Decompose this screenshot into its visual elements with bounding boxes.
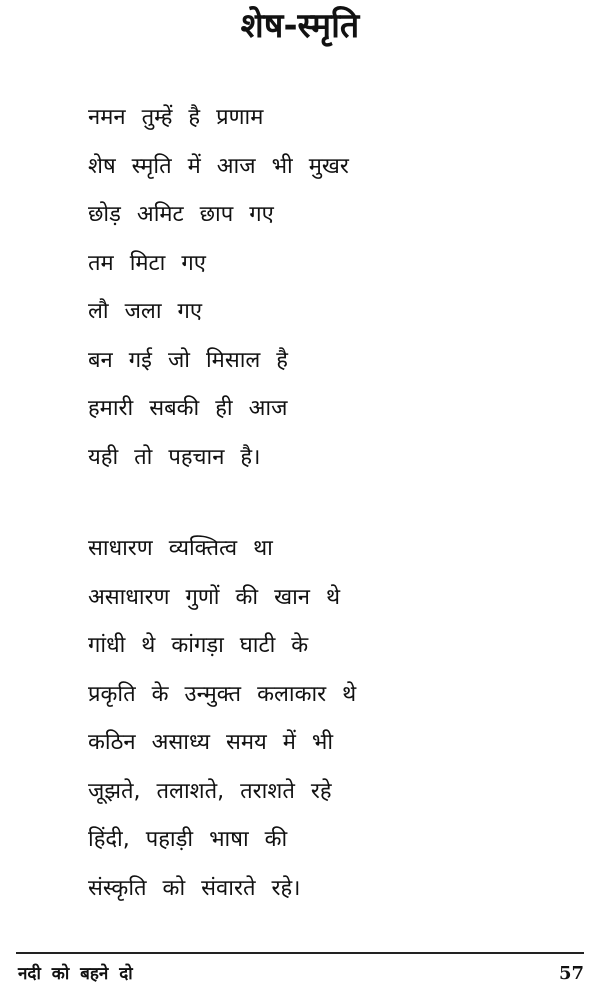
- stanza-2: [88, 525, 356, 913]
- poem-line: प्रकृति के उन्मुक्त कलाकार थे: [88, 681, 357, 707]
- poem-line: शेष स्मृति में आज भी मुखर: [88, 153, 349, 179]
- poem-line: बन गई जो मिसाल है: [88, 347, 288, 373]
- poem-line: असाधारण गुणों की खान थे: [88, 584, 341, 610]
- footer-divider: [16, 952, 584, 954]
- poem-line: छोड़ अमिट छाप गए: [88, 202, 274, 227]
- page-title: शेष-स्मृति: [240, 6, 360, 46]
- poem-line: कठिन असाध्य समय में भी: [88, 730, 334, 755]
- poem-line: हमारी सबकी ही आज: [88, 396, 288, 421]
- poem-line: साधारण व्यक्तित्व था: [88, 536, 273, 561]
- poem-line: तम मिटा गए: [88, 250, 206, 276]
- poem-line: गांधी थे कांगड़ा घाटी के: [88, 633, 309, 658]
- stanza-1: [88, 94, 349, 482]
- poem-line: हिंदी, पहाड़ी भाषा की: [88, 827, 288, 852]
- poem-line: नमन तुम्हें है प्रणाम: [88, 105, 264, 130]
- poem-line: लौ जला गए: [88, 299, 203, 324]
- page-number: 57: [558, 963, 584, 984]
- poem-line: संस्कृति को संवारते रहे।: [88, 875, 301, 901]
- book-title: नदी को बहने दो: [18, 964, 133, 984]
- poem-line: यही तो पहचान है।: [88, 444, 261, 470]
- poem-line: जूझते, तलाशते, तराशते रहे: [88, 778, 332, 804]
